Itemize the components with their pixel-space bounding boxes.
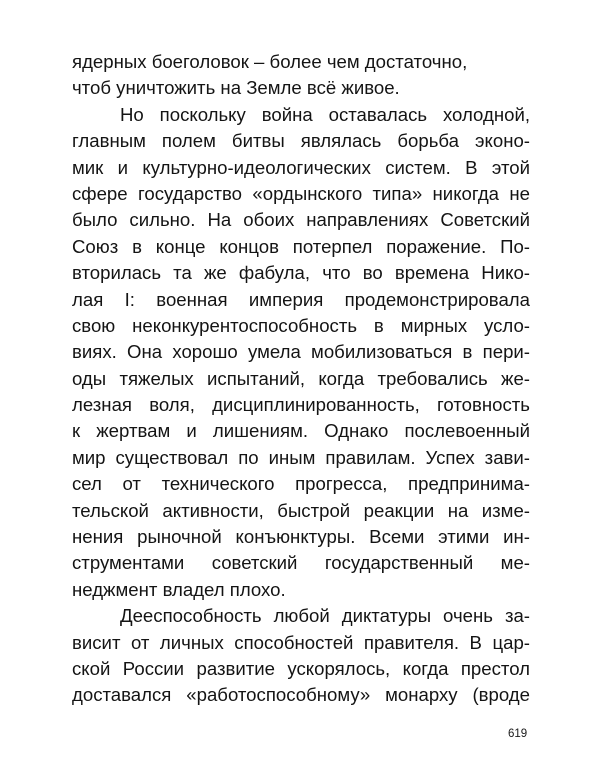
- text-line: виях. Она хорошо умела мобилизоваться в пери-: [72, 341, 530, 363]
- text-line: висит от личных способностей правителя. В цар-: [72, 631, 530, 653]
- page-number: 619: [508, 728, 528, 740]
- text-line: лезная воля, дисциплинированность, готовность: [72, 394, 530, 416]
- text-line: нения рыночной конъюнктуры. Всеми этими ин-: [72, 526, 530, 548]
- text-line: лая I: военная империя продемонстрировала: [72, 288, 530, 310]
- text-line: вторилась та же фабула, что во времена Нико-: [72, 262, 530, 284]
- text-line: свою неконкурентоспособность в мирных усло-: [72, 314, 530, 336]
- text-line: мик и культурно-идеологических систем. В этой: [72, 156, 530, 178]
- text-line: неджмент владел плохо.: [72, 578, 286, 600]
- text-line: доставался «работоспособному» монарху (вроде: [72, 684, 530, 706]
- text-line: ядерных боеголовок – более чем достаточно,: [72, 51, 468, 72]
- paragraph-first-line: Дееспособность любой диктатуры очень за-: [120, 605, 530, 627]
- text-line: чтоб уничтожить на Земле всё живое.: [72, 77, 400, 99]
- text-line: сел от технического прогресса, предпринима-: [72, 473, 530, 495]
- text-line: ской России развитие ускорялось, когда престол: [72, 657, 530, 679]
- text-line: сфере государство «ордынского типа» никогда не: [72, 182, 530, 204]
- book-page-text: [72, 49, 530, 709]
- text-line: тельской активности, быстрой реакции на изме-: [72, 499, 530, 521]
- text-line: мир существовал по иным правилам. Успех зави-: [72, 446, 530, 468]
- text-line: оды тяжелых испытаний, когда требовались же-: [72, 367, 530, 389]
- text-line: струментами советский государственный ме-: [72, 552, 530, 574]
- text-line: к жертвам и лишениям. Однако послевоенный: [72, 420, 530, 442]
- text-line: было сильно. На обоих направлениях Советский: [72, 209, 530, 231]
- paragraph-first-line: Но поскольку война оставалась холодной,: [120, 103, 530, 125]
- text-line: Союз в конце концов потерпел поражение. По-: [72, 235, 530, 257]
- text-line: главным полем битвы являлась борьба эконо-: [72, 130, 530, 152]
